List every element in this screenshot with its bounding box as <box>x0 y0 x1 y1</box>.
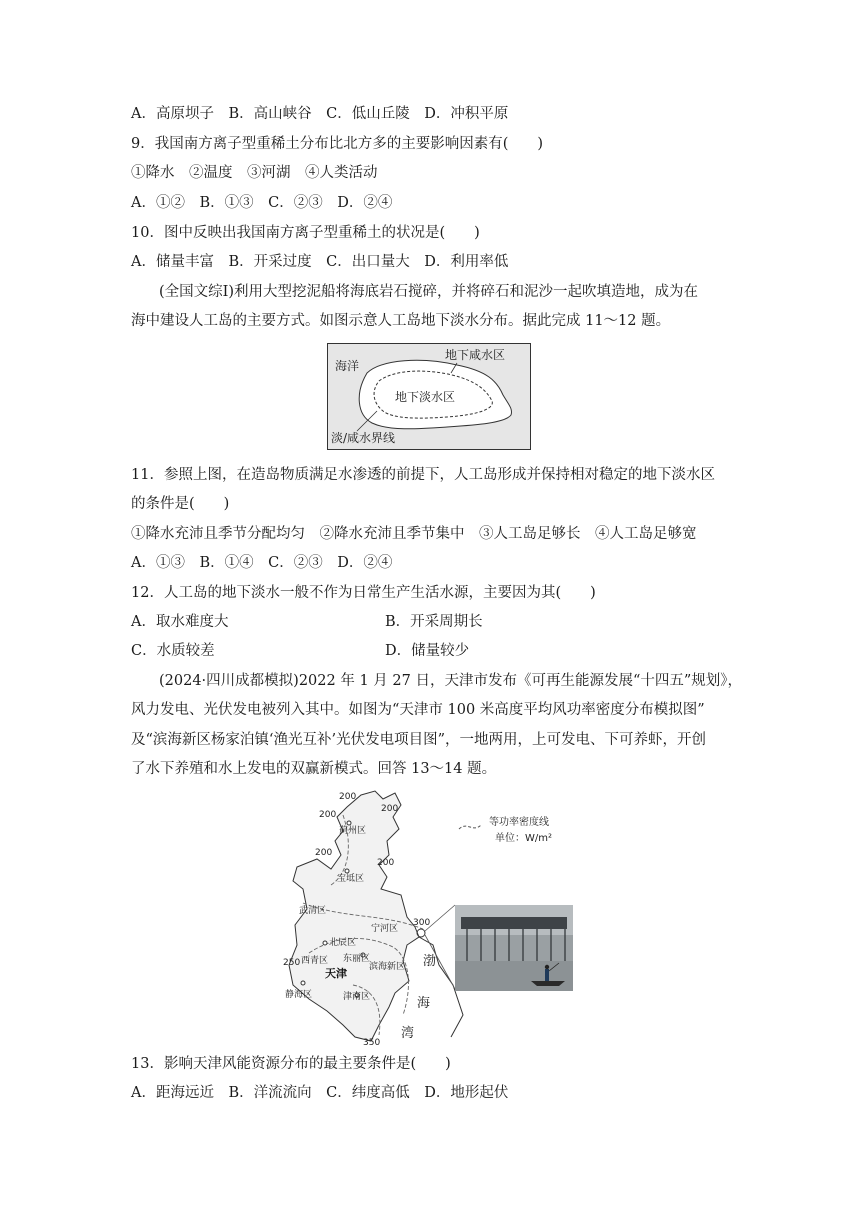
iso-value: 200 <box>339 792 357 802</box>
sea-label: 渤 <box>423 954 437 969</box>
passage2-line4: 了水下养殖和水上发电的双赢新模式。回答 13～14 题。 <box>131 761 497 777</box>
iso-value: 350 <box>363 1038 381 1047</box>
q12-option-a: A．取水难度大 <box>131 614 229 630</box>
district-label: 北辰区 <box>329 938 357 948</box>
district-label: 武清区 <box>299 906 327 916</box>
passage2-line2: 风力发电、光伏发电被列入其中。如图为“天津市 100 米高度平均风功率密度分布模拟图” <box>131 702 705 718</box>
q12-option-c: C．水质较差 <box>131 643 215 659</box>
q11-options: A．①③ B．①④ C．②③ D．②④ <box>131 555 393 571</box>
fresh-zone-label: 地下淡水区 <box>395 390 456 404</box>
q9-options: A．①② B．①③ C．②③ D．②④ <box>131 195 393 211</box>
iso-value: 200 <box>315 848 333 858</box>
q11-stem-line1: 11．参照上图，在造岛物质满足水渗透的前提下，人工岛形成并保持相对稳定的地下淡水区 <box>131 467 715 483</box>
legend-isoline-symbol <box>459 825 481 829</box>
solar-fishery-photo <box>455 905 573 991</box>
sea-label: 海 <box>417 996 431 1011</box>
saline-zone-label: 地下咸水区 <box>445 348 506 362</box>
passage2-line3: 及“滨海新区杨家泊镇‘渔光互补’光伏发电项目图”，一地两用，上可发电、下可养虾，开创 <box>131 732 707 748</box>
district-label: 宁河区 <box>371 924 399 934</box>
island-figure <box>327 343 531 450</box>
iso-value: 200 <box>319 810 337 820</box>
q13-options: A．距海远近 B．洋流流向 C．纬度高低 D．地形起伏 <box>131 1085 509 1101</box>
q13-stem: 13．影响天津风能资源分布的最主要条件是( ) <box>131 1056 451 1072</box>
q10-stem: 10．图中反映出我国南方离子型重稀土的状况是( ) <box>131 225 480 241</box>
district-label: 蓟州区 <box>339 826 367 836</box>
q12-option-d: D．储量较少 <box>385 643 470 659</box>
city-label: 天津 <box>325 967 347 980</box>
q8-options: A．高原坝子 B．高山峡谷 C．低山丘陵 D．冲积平原 <box>131 106 509 122</box>
passage1-line1: (全国文综Ⅰ)利用大型挖泥船将海底岩石搅碎，并将碎石和泥沙一起吹填造地，成为在 <box>159 284 699 300</box>
legend-unit: 单位：W/m² <box>495 833 553 844</box>
q10-options: A．储量丰富 B．开采过度 C．出口量大 D．利用率低 <box>131 254 509 270</box>
q12-stem: 12．人工岛的地下淡水一般不作为日常生产生活水源，主要因为其( ) <box>131 585 596 601</box>
district-label: 津南区 <box>343 992 371 1002</box>
sea-label: 湾 <box>401 1026 415 1041</box>
district-label: 静海区 <box>285 990 313 1000</box>
district-label: 西青区 <box>301 956 329 966</box>
q11-stem-line2: 的条件是( ) <box>131 496 230 512</box>
district-label: 东丽区 <box>343 954 371 964</box>
passage2-line1: (2024·四川成都模拟)2022 年 1 月 27 日，天津市发布《可再生能源发展“十四五”规划》， <box>159 673 743 689</box>
legend-label: 等功率密度线 <box>489 817 549 828</box>
iso-value: 300 <box>413 918 431 928</box>
passage1-line2: 海中建设人工岛的主要方式。如图示意人工岛地下淡水分布。据此完成 11～12 题。 <box>131 313 671 329</box>
q11-items: ①降水充沛且季节分配均匀 ②降水充沛且季节集中 ③人工岛足够长 ④人工岛足够宽 <box>131 526 697 542</box>
q9-stem: 9．我国南方离子型重稀土分布比北方多的主要影响因素有( ) <box>131 136 544 152</box>
boundary-label: 淡/咸水界线 <box>331 431 396 445</box>
iso-value: 200 <box>377 858 395 868</box>
tianjin-map-figure <box>283 785 573 1047</box>
district-label: 滨海新区 <box>369 962 406 972</box>
iso-value: 200 <box>381 804 399 814</box>
iso-value: 250 <box>283 958 301 968</box>
q9-items: ①降水 ②温度 ③河湖 ④人类活动 <box>131 165 378 181</box>
q12-option-b: B．开采周期长 <box>385 614 483 630</box>
ocean-label: 海洋 <box>335 359 360 373</box>
district-label: 宝坻区 <box>337 874 365 884</box>
